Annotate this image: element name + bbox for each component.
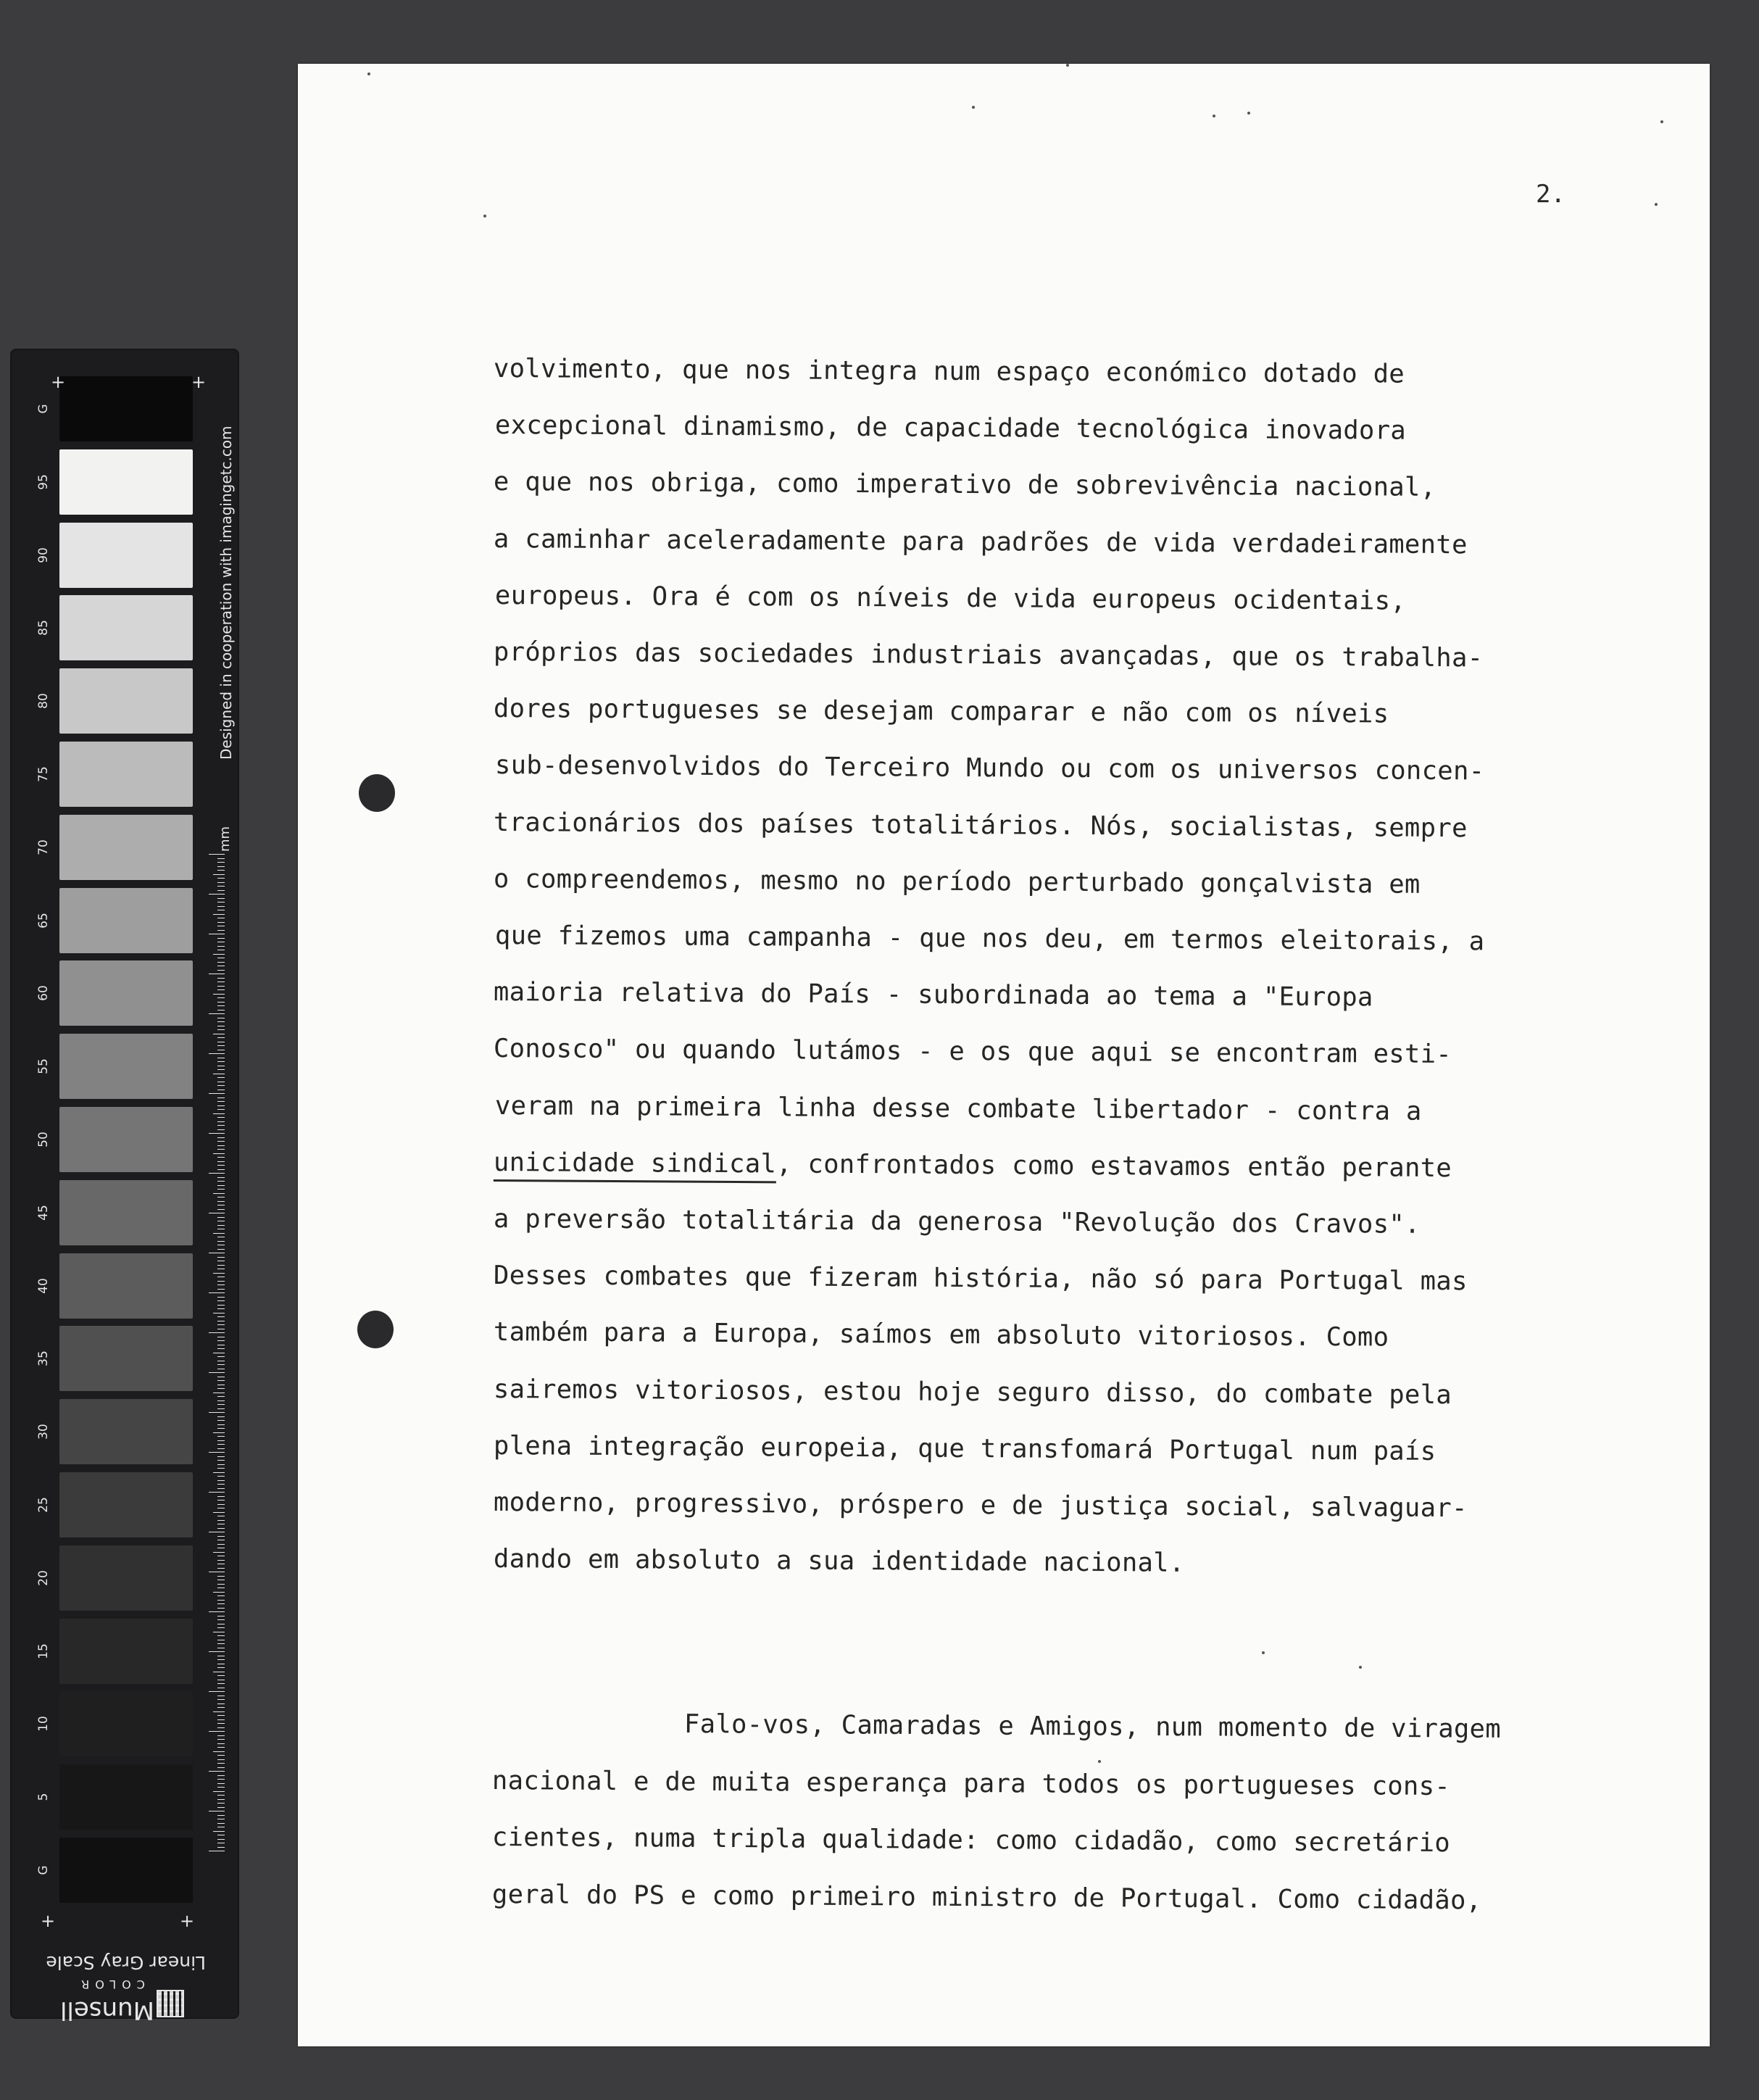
ruler-tick (217, 1348, 225, 1349)
ruler-tick (217, 1105, 225, 1106)
ruler-tick (217, 1005, 225, 1006)
gray-patch-label: 35 (36, 1350, 51, 1367)
ruler-tick (217, 1121, 225, 1122)
dust-speck (1359, 1666, 1362, 1669)
ruler-tick (209, 1651, 225, 1652)
gray-patch (59, 1253, 193, 1319)
ruler-tick (217, 1161, 225, 1162)
ruler-tick (217, 1476, 225, 1477)
ruler-tick (217, 1420, 225, 1421)
ruler-tick (217, 1683, 225, 1684)
ruler-tick (217, 1544, 225, 1545)
ruler-tick (217, 1388, 225, 1389)
ruler-tick (209, 1013, 225, 1014)
ruler-tick (213, 1113, 225, 1114)
ruler-tick (217, 1316, 225, 1317)
line-remainder: , confrontados como estavamos então perante (775, 1149, 1452, 1183)
ruler-tick (217, 1799, 225, 1800)
ruler-tick (217, 1189, 225, 1190)
ruler-tick (217, 1500, 225, 1501)
ruler-tick (217, 1169, 225, 1170)
ruler-tick (217, 1468, 225, 1469)
ruler-tick (217, 1416, 225, 1417)
ruler-tick (217, 986, 225, 987)
ruler-tick (209, 1452, 225, 1453)
ruler-tick (213, 1233, 225, 1234)
ruler-tick (209, 1332, 225, 1333)
text-line: Conosco" ou quando lutámos - e os que aqui se encontram esti- (493, 1034, 1452, 1070)
ruler-tick (217, 978, 225, 979)
ruler-tick (217, 1241, 225, 1242)
text-line: moderno, progressivo, próspero e de justiça social, salvaguar- (493, 1487, 1468, 1524)
ruler-tick (213, 1592, 225, 1593)
ruler-tick (217, 1815, 225, 1816)
ruler-tick (217, 1735, 225, 1736)
ruler-tick (217, 1428, 225, 1429)
ruler-tick (217, 1448, 225, 1449)
ruler-tick (217, 1217, 225, 1218)
ruler-tick (209, 1611, 225, 1612)
ruler-tick (217, 862, 225, 863)
ruler-tick (217, 1775, 225, 1776)
ruler-tick (217, 1289, 225, 1290)
text-line: veram na primeira linha desse combate libertador - contra a (494, 1090, 1422, 1126)
ruler-tick (209, 1691, 225, 1692)
ruler-tick (217, 1400, 225, 1401)
text-line: geral do PS e como primeiro ministro de Portugal. Como cidadão, (491, 1879, 1482, 1915)
ruler-tick (217, 1305, 225, 1306)
gray-patch (59, 1545, 193, 1611)
ruler-tick (217, 870, 225, 871)
ruler-tick (217, 1444, 225, 1445)
gray-patch-label: 65 (36, 912, 51, 929)
ruler-tick (217, 1635, 225, 1636)
ruler-tick (217, 922, 225, 923)
dust-speck (1660, 120, 1663, 123)
text-line: sub-desenvolvidos do Terceiro Mundo ou com os universos concen- (494, 750, 1485, 787)
ruler-tick (217, 1149, 225, 1150)
ruler-tick (217, 1029, 225, 1030)
ruler-tick (217, 1528, 225, 1529)
ruler-tick (209, 1053, 225, 1054)
dust-speck (1213, 115, 1215, 117)
text-line: dando em absoluto a sua identidade nacional. (493, 1544, 1185, 1579)
ruler-tick (217, 1480, 225, 1481)
ruler-tick (217, 930, 225, 931)
gray-patch (59, 960, 193, 1026)
ruler-tick (217, 890, 225, 891)
plus-mark-bottom-left: + (41, 1911, 56, 1931)
ruler-tick (217, 1767, 225, 1768)
ruler-tick (217, 1488, 225, 1489)
ruler-tick (217, 970, 225, 971)
ruler-tick (217, 1568, 225, 1569)
ruler-tick (217, 866, 225, 867)
ruler-tick (217, 1484, 225, 1485)
ruler-tick (217, 1125, 225, 1126)
ruler-tick (217, 1496, 225, 1497)
ruler-tick (213, 1153, 225, 1154)
text-line: Falo-vos, Camaradas e Amigos, num momento de viragem (683, 1709, 1502, 1744)
ruler-tick (217, 1667, 225, 1668)
ruler-tick (217, 1281, 225, 1282)
ruler-tick (217, 1699, 225, 1700)
ruler-tick (217, 1424, 225, 1425)
gray-patch (59, 1326, 193, 1391)
ruler-tick (217, 1823, 225, 1824)
gray-patch (59, 595, 193, 660)
product-name: Linear Gray Scale (46, 1952, 206, 1973)
ruler-tick (217, 1181, 225, 1182)
ruler-tick (217, 1061, 225, 1062)
gray-patch (59, 1764, 193, 1830)
ruler-tick (217, 1847, 225, 1848)
gray-patch (59, 449, 193, 515)
ruler-tick (213, 1552, 225, 1553)
ruler-tick (213, 1791, 225, 1792)
ruler-tick (217, 1723, 225, 1724)
ruler-tick (217, 1101, 225, 1102)
ruler-tick (217, 1185, 225, 1186)
gray-patch-label: 60 (36, 985, 51, 1002)
gray-patch-label: 75 (36, 766, 51, 782)
ruler-tick (209, 1292, 225, 1293)
ruler-tick (217, 1257, 225, 1258)
ruler-tick (217, 1201, 225, 1202)
ruler-tick (217, 1504, 225, 1505)
ruler-tick (217, 1560, 225, 1561)
gray-patch-label: 25 (36, 1497, 51, 1513)
gray-patch (59, 1034, 193, 1099)
ruler-tick (217, 1069, 225, 1070)
ruler-tick (217, 1795, 225, 1796)
brand-subtitle: COLOR (75, 1977, 145, 1991)
text-line: maioria relativa do País - subordinada ao tema a "Europa (493, 977, 1373, 1013)
credit-text: Designed in cooperation with imagingetc.com (217, 426, 235, 760)
brand-name: Munsell (60, 1996, 154, 2025)
ruler-tick (217, 878, 225, 879)
ruler-tick (217, 1141, 225, 1142)
ruler-tick (217, 1396, 225, 1397)
ruler-tick (217, 1803, 225, 1804)
ruler-tick (217, 1763, 225, 1764)
ruler-tick (217, 1783, 225, 1784)
text-line: excepcional dinamismo, de capacidade tecnológica inovadora (494, 410, 1407, 446)
gray-patch-label: 85 (36, 620, 51, 636)
gray-patch (59, 1399, 193, 1464)
ruler-tick (213, 954, 225, 955)
ruler-tick (217, 1839, 225, 1840)
ruler-tick (217, 898, 225, 899)
ruler-tick (217, 1460, 225, 1461)
ruler-tick (217, 1627, 225, 1628)
ruler-tick (217, 1097, 225, 1098)
gray-patch-label: 80 (36, 693, 51, 710)
underlined-phrase: unicidade sindical (494, 1147, 776, 1183)
ruler-tick (217, 1520, 225, 1521)
ruler-tick (217, 1608, 225, 1609)
ruler-tick (217, 1436, 225, 1437)
ruler-tick (217, 1077, 225, 1078)
text-line: o compreendemos, mesmo no período perturbado gonçalvista em (493, 863, 1421, 900)
ruler-tick (217, 1177, 225, 1178)
text-line: a caminhar aceleradamente para padrões de vida verdadeiramente (493, 523, 1468, 560)
dust-speck (972, 106, 975, 109)
ruler-tick (217, 1755, 225, 1756)
ruler-tick (217, 1719, 225, 1720)
ruler-tick (217, 1157, 225, 1158)
ruler-tick (213, 1472, 225, 1473)
text-line: próprios das sociedades industriais avançadas, que os trabalha- (493, 637, 1484, 673)
gray-patch-label: 5 (36, 1793, 51, 1801)
text-line: dores portugueses se desejam comparar e não com os níveis (493, 694, 1389, 729)
ruler-tick (217, 1619, 225, 1620)
ruler-tick (213, 1193, 225, 1194)
gray-patch-label: G (36, 1865, 51, 1875)
ruler-tick (217, 1249, 225, 1250)
plus-mark-top-right: + (191, 372, 207, 392)
ruler-tick (209, 1412, 225, 1413)
ruler-tick (217, 1129, 225, 1130)
ruler-tick (217, 1707, 225, 1708)
dust-speck (1262, 1651, 1265, 1654)
text-line: nacional e de muita esperança para todos os portugueses cons- (491, 1766, 1451, 1802)
ruler-tick (217, 906, 225, 907)
ruler-tick (217, 1727, 225, 1728)
ruler-tick (217, 1297, 225, 1298)
ruler-tick (213, 1432, 225, 1433)
ruler-tick (217, 989, 225, 990)
ruler-unit-label: mm (217, 826, 233, 852)
gray-scale-card (12, 350, 238, 2025)
ruler-tick (217, 1603, 225, 1604)
ruler-tick (217, 1743, 225, 1744)
text-line-unicidade (494, 1147, 1452, 1183)
ruler-tick (209, 1093, 225, 1094)
ruler-tick (217, 1109, 225, 1110)
ruler-tick (217, 858, 225, 859)
ruler-tick (217, 1308, 225, 1309)
gray-patch (59, 668, 193, 734)
gray-patch-label: 40 (36, 1277, 51, 1294)
gray-patch-label: 20 (36, 1569, 51, 1586)
plus-mark-bottom-right: + (180, 1911, 195, 1931)
ruler-tick (217, 1340, 225, 1341)
gray-patch-label: 10 (36, 1716, 51, 1732)
ruler-tick (217, 1209, 225, 1210)
ruler-tick (217, 1021, 225, 1022)
ruler-tick (217, 962, 225, 963)
dust-speck (1098, 1760, 1101, 1763)
ruler-tick (217, 1265, 225, 1266)
ruler-tick (217, 1002, 225, 1003)
ruler-tick (217, 997, 225, 998)
ruler-tick (217, 1576, 225, 1577)
text-line: volvimento, que nos integra num espaço económico dotado de (493, 354, 1405, 389)
dust-speck (483, 215, 486, 217)
gray-patch (59, 1472, 193, 1537)
page-number: 2. (1536, 180, 1565, 209)
ruler-tick (217, 946, 225, 947)
text-line: também para a Europa, saímos em absoluto vitoriosos. Como (493, 1317, 1389, 1353)
ruler-tick (217, 1659, 225, 1660)
dust-speck (367, 72, 370, 75)
ruler-tick (217, 1045, 225, 1046)
ruler-tick (217, 981, 225, 982)
text-line: sairemos vitoriosos, estou hoje seguro disso, do combate pela (493, 1374, 1452, 1410)
ruler-tick (217, 1440, 225, 1441)
ruler-tick (217, 1404, 225, 1405)
ruler-tick (209, 1731, 225, 1732)
ruler-tick (209, 1492, 225, 1493)
ruler-tick (217, 1747, 225, 1748)
munsell-logo-icon (157, 1990, 184, 2017)
ruler-tick (213, 1512, 225, 1513)
text-line: e que nos obriga, como imperativo de sobrevivência nacional, (493, 467, 1436, 503)
ruler-tick (217, 1300, 225, 1301)
gray-patch (59, 1107, 193, 1172)
ruler-tick (217, 1536, 225, 1537)
ruler-tick (217, 1595, 225, 1596)
ruler-tick (213, 1273, 225, 1274)
gray-patch (59, 1619, 193, 1684)
gray-patch-label: 50 (36, 1132, 51, 1147)
punch-hole-top (359, 774, 395, 812)
ruler-tick (217, 1703, 225, 1704)
gray-patch (59, 742, 193, 807)
text-line: que fizemos uma campanha - que nos deu, em termos eleitorais, a (494, 921, 1485, 957)
ruler-tick (217, 1117, 225, 1118)
ruler-tick (217, 1408, 225, 1409)
ruler-tick (217, 1197, 225, 1198)
ruler-tick (217, 1085, 225, 1086)
dust-speck (1066, 64, 1069, 67)
gray-patch (59, 1838, 193, 1903)
ruler-tick (209, 1133, 225, 1134)
text-line: cientes, numa tripla qualidade: como cidadão, como secretário (491, 1822, 1451, 1859)
ruler-tick (213, 1831, 225, 1832)
gray-patch-label: 70 (36, 839, 51, 855)
ruler-tick (217, 1584, 225, 1585)
text-line: tracionários dos países totalitários. Nós, socialistas, sempre (493, 807, 1468, 843)
ruler-tick (217, 886, 225, 887)
dust-speck (1655, 203, 1658, 206)
ruler-tick (217, 882, 225, 883)
ruler-tick (217, 1739, 225, 1740)
text-line: a preversão totalitária da generosa "Revolução dos Cravos". (493, 1204, 1421, 1240)
ruler-tick (217, 1807, 225, 1808)
gray-patch (59, 888, 193, 953)
ruler-tick (209, 1372, 225, 1373)
ruler-tick (213, 994, 225, 995)
text-line: plena integração europeia, que transfomará Portugal num país (493, 1430, 1436, 1466)
ruler-tick (217, 1137, 225, 1138)
ruler-tick (217, 1356, 225, 1357)
ruler-tick (209, 1173, 225, 1174)
gray-patch (59, 523, 193, 588)
ruler-tick (213, 1751, 225, 1752)
gray-patch-label: 55 (36, 1058, 51, 1075)
gray-patch (59, 1180, 193, 1245)
ruler-tick (217, 1779, 225, 1780)
ruler-tick (217, 1787, 225, 1788)
text-line: europeus. Ora é com os níveis de vida europeus ocidentais, (494, 580, 1407, 616)
ruler-tick (217, 1225, 225, 1226)
ruler-tick (217, 1324, 225, 1325)
ruler-tick (217, 1364, 225, 1365)
gray-patch-label: 90 (36, 547, 51, 563)
ruler-tick (217, 1464, 225, 1465)
mm-ruler (204, 854, 226, 1851)
ruler-tick (209, 854, 225, 855)
gray-patch (59, 1691, 193, 1756)
ruler-tick (217, 1456, 225, 1457)
ruler-tick (217, 938, 225, 939)
gray-patch-label: G (36, 404, 51, 414)
ruler-tick (217, 1037, 225, 1038)
gray-patch-label: 30 (36, 1424, 51, 1440)
ruler-tick (217, 1715, 225, 1716)
ruler-tick (217, 1759, 225, 1760)
ruler-tick (217, 1165, 225, 1166)
ruler-tick (209, 894, 225, 895)
punch-hole-bottom (357, 1311, 394, 1348)
ruler-tick (217, 1600, 225, 1601)
document-page (298, 64, 1710, 2046)
plus-mark-top-left: + (51, 372, 66, 392)
gray-patch-label: 15 (36, 1643, 51, 1659)
ruler-tick (213, 914, 225, 915)
gray-patch-label: 95 (36, 473, 51, 490)
gray-patch (59, 815, 193, 880)
dust-speck (1247, 112, 1250, 115)
ruler-tick (213, 874, 225, 875)
ruler-tick (209, 1771, 225, 1772)
ruler-tick (217, 1675, 225, 1676)
ruler-tick (217, 1643, 225, 1644)
ruler-tick (213, 1711, 225, 1712)
gray-patch (59, 376, 193, 441)
text-line: Desses combates que fizeram história, não só para Portugal mas (493, 1261, 1468, 1297)
ruler-tick (217, 1380, 225, 1381)
gray-patch-label: 45 (36, 1204, 51, 1221)
ruler-tick (217, 1145, 225, 1146)
